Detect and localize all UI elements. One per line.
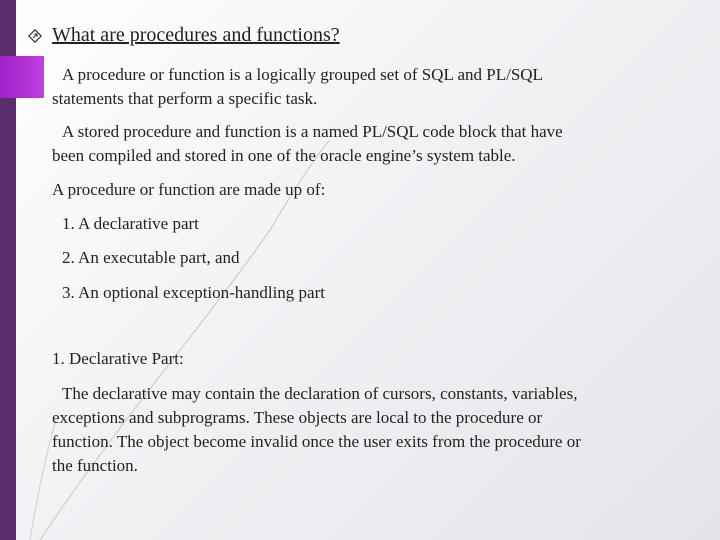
list-item: 2. An executable part, and — [62, 248, 240, 267]
paragraph-1-line-1: A procedure or function is a logically grouped set of SQL and PL/SQL — [62, 65, 543, 84]
section-body-line-2: exceptions and subprograms. These objects are local to the procedure or — [52, 408, 543, 427]
heading-text: What are procedures and functions? — [52, 24, 340, 46]
paragraph-3 — [52, 178, 325, 202]
paragraph-2 — [52, 120, 563, 168]
section-body — [52, 382, 581, 478]
section-body-line-1: The declarative may contain the declaration of cursors, constants, variables, — [62, 384, 578, 403]
paragraph-2-line-2: been compiled and stored in one of the oracle engine’s system table. — [52, 146, 516, 165]
paragraph-1-line-2: statements that perform a specific task. — [52, 89, 318, 108]
accent-tab — [0, 56, 44, 98]
slide-heading — [28, 24, 340, 47]
paragraph-3-line-1: A procedure or function are made up of: — [52, 180, 326, 199]
section-body-line-3: function. The object become invalid once the user exits from the procedure or — [52, 432, 581, 451]
diamond-arrow-icon — [28, 29, 42, 43]
paragraph-2-line-1: A stored procedure and function is a named PL/SQL code block that have — [62, 122, 563, 141]
list-item: 3. An optional exception-handling part — [62, 283, 325, 302]
section-title: 1. Declarative Part: — [52, 349, 184, 368]
section-body-line-4: the function. — [52, 456, 138, 475]
list-item: 1. A declarative part — [62, 214, 199, 233]
paragraph-1 — [52, 63, 543, 111]
